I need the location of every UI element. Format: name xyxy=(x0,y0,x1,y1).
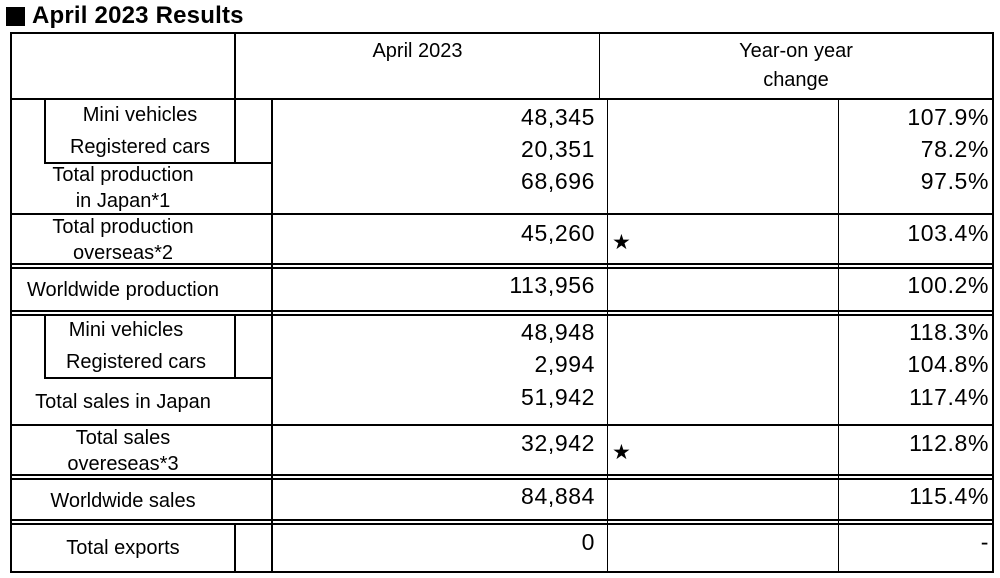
row-double-line-3b xyxy=(10,478,994,480)
sales-japan-value: 51,942 xyxy=(521,384,595,410)
prod-japan-label-line2: in Japan*1 xyxy=(75,190,171,212)
sales-worldwide-value: 84,884 xyxy=(521,483,595,509)
sales-worldwide-label: Worldwide sales xyxy=(50,490,196,512)
sales-japan-label: Total sales in Japan xyxy=(35,391,211,413)
page-title-text: April 2023 Results xyxy=(32,2,244,29)
prod-mini-label: Mini vehicles xyxy=(82,104,198,126)
prod-registered-label: Registered cars xyxy=(69,136,211,158)
exports-value: 0 xyxy=(581,529,595,555)
prod-overseas-value: 45,260 xyxy=(521,220,595,246)
col-line-b xyxy=(607,100,608,573)
sales-overseas-label-line1: Total sales xyxy=(75,427,171,449)
header-bottom-line xyxy=(10,98,994,100)
prod-mini-yoy: 107.9% xyxy=(907,104,989,130)
sales-overseas-value: 32,942 xyxy=(521,430,595,456)
sales-registered-yoy: 104.8% xyxy=(907,351,989,377)
sales-mini-yoy: 118.3% xyxy=(909,319,989,345)
prod-japan-yoy: 97.5% xyxy=(920,168,989,194)
label-sep-exports xyxy=(234,523,236,573)
star-mark-sales-overseas: ★ xyxy=(612,441,631,464)
prod-worldwide-yoy: 100.2% xyxy=(907,272,989,298)
table-border-right xyxy=(992,32,994,573)
prod-registered-value: 20,351 xyxy=(521,136,595,162)
exports-label: Total exports xyxy=(66,537,180,559)
header-april-2023: April 2023 xyxy=(372,40,463,62)
row-double-line-2b xyxy=(10,314,994,316)
sales-registered-label: Registered cars xyxy=(65,351,207,373)
sales-overseas-label-line2: overeseas*3 xyxy=(67,453,179,475)
row-double-line-4b xyxy=(10,523,994,525)
row-double-line-4a xyxy=(10,519,994,521)
sales-mini-value: 48,948 xyxy=(521,319,595,345)
sales-worldwide-yoy: 115.4% xyxy=(909,483,989,509)
row-double-line-2a xyxy=(10,310,994,312)
header-yoy-line1: Year-on year xyxy=(739,40,853,62)
star-mark-prod-overseas: ★ xyxy=(612,231,631,254)
sales-japan-yoy: 117.4% xyxy=(909,384,989,410)
prod-mini-value: 48,345 xyxy=(521,104,595,130)
exports-yoy: - xyxy=(980,529,989,555)
sales-registered-value: 2,994 xyxy=(534,351,595,377)
prod-worldwide-value: 113,956 xyxy=(509,272,595,298)
prod-overseas-label-line1: Total production xyxy=(52,216,194,238)
row-line-3 xyxy=(44,377,273,379)
prod-overseas-label-line2: overseas*2 xyxy=(72,242,174,264)
table-border-bottom xyxy=(10,571,994,573)
prod-registered-yoy: 78.2% xyxy=(920,136,989,162)
prod-overseas-yoy: 103.4% xyxy=(907,220,989,246)
table-border-top xyxy=(10,32,994,34)
header-yoy-line2: change xyxy=(763,69,829,91)
row-double-line-1b xyxy=(10,267,994,269)
prod-worldwide-label: Worldwide production xyxy=(27,279,219,301)
label-sep-sales xyxy=(234,314,236,377)
sales-overseas-yoy: 112.8% xyxy=(909,430,989,456)
sales-mini-label: Mini vehicles xyxy=(68,319,184,341)
prod-japan-label-line1: Total production xyxy=(52,164,194,186)
label-sep-prod xyxy=(234,100,236,162)
prod-japan-value: 68,696 xyxy=(521,168,595,194)
